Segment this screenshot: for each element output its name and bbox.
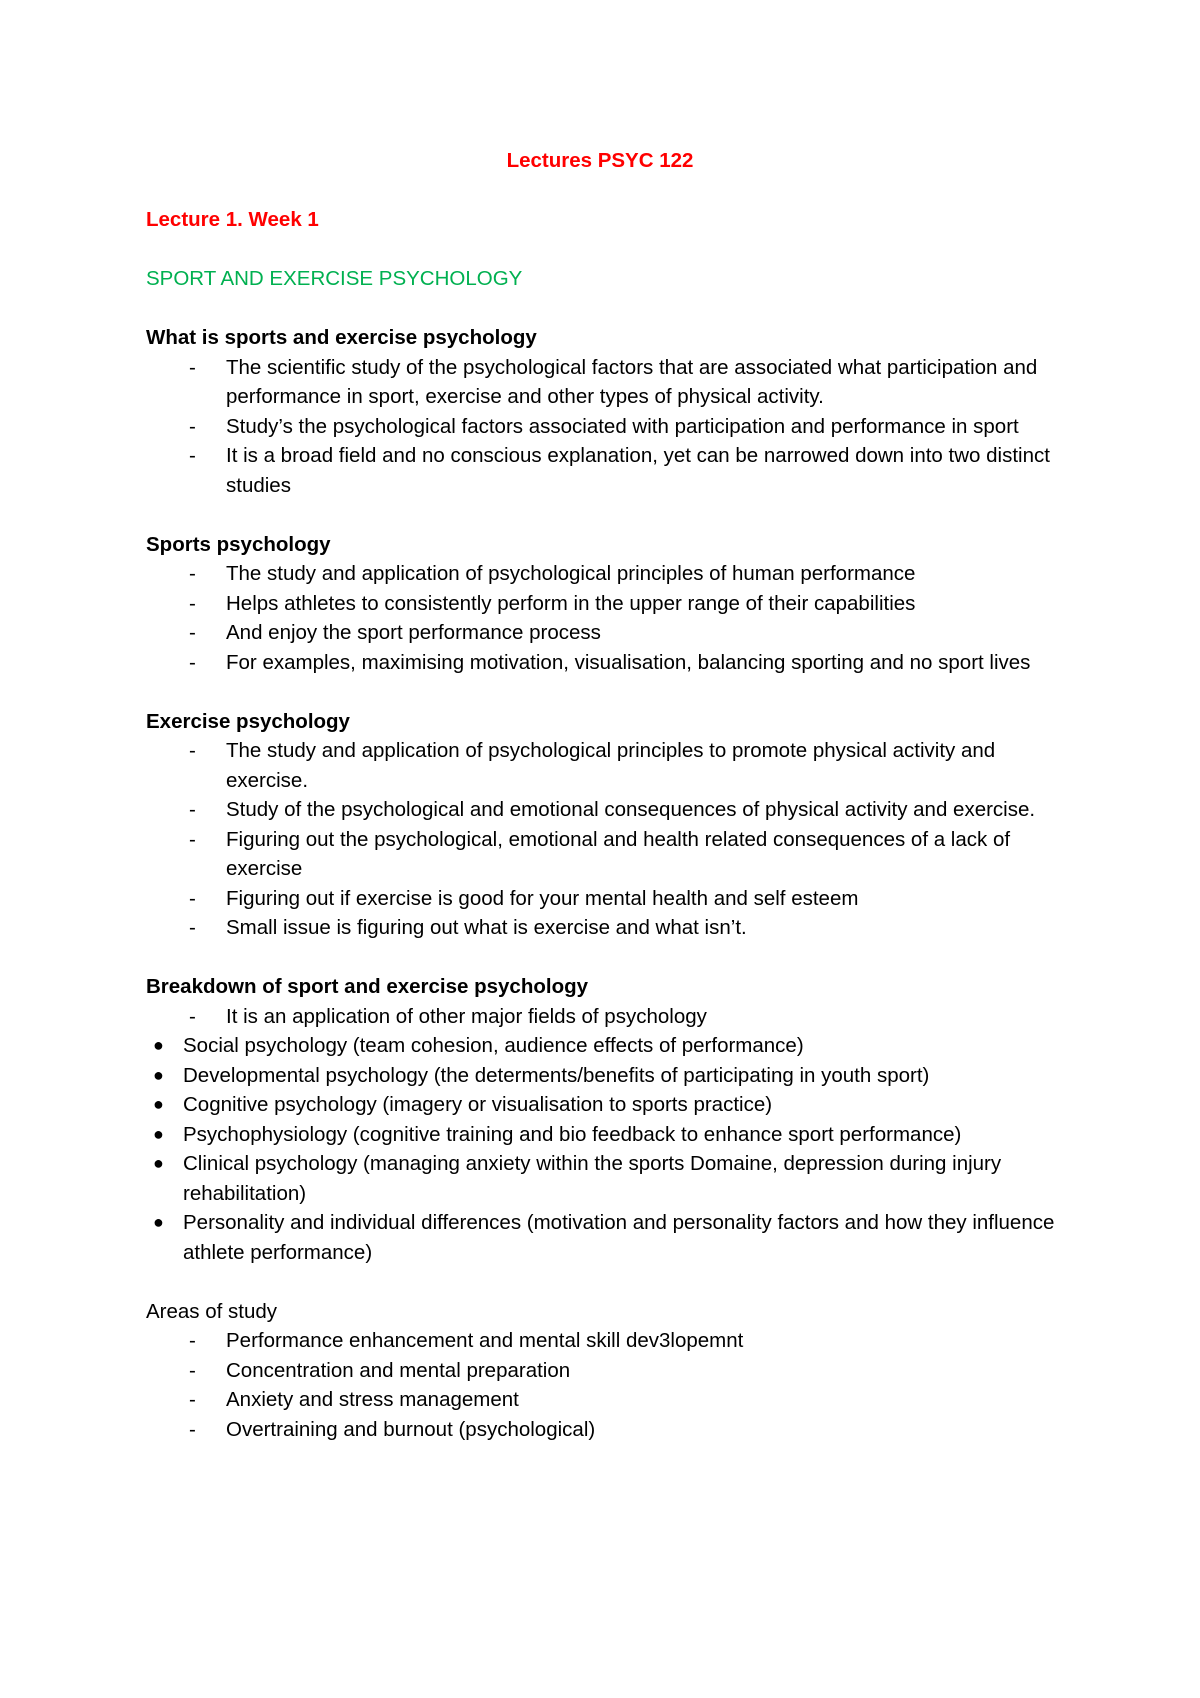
dash-marker: - [189, 1417, 196, 1441]
section-what-is [146, 323, 1080, 500]
list-item [146, 795, 1080, 825]
bullet-icon: ● [153, 1123, 164, 1144]
dash-marker: - [189, 798, 196, 821]
dash-list [146, 353, 1080, 501]
list-item [146, 441, 1080, 500]
section-heading: Exercise psychology [146, 709, 350, 733]
list-item-text: Helps athletes to consistently perform in the upper range of their capabilities [226, 591, 916, 615]
topic-heading: SPORT AND EXERCISE PSYCHOLOGY [146, 267, 523, 290]
list-item [146, 736, 1080, 795]
bullet-item-text: Cognitive psychology (imagery or visualisation to sports practice) [183, 1093, 773, 1116]
section-heading: What is sports and exercise psychology [146, 326, 537, 349]
list-item-text: Small issue is figuring out what is exercise and what isn’t. [226, 916, 747, 939]
list-item-text: Study of the psychological and emotional consequences of physical activity and exercise. [226, 798, 1036, 821]
list-item-text: Concentration and mental preparation [226, 1358, 571, 1382]
list-item [146, 1326, 1080, 1356]
dash-marker: - [189, 621, 196, 644]
list-item-text: Performance enhancement and mental skill dev3lopemnt [226, 1329, 744, 1352]
list-item-text: The study and application of psychological principles of human performance [226, 562, 916, 585]
section-heading: Areas of study [146, 1299, 278, 1323]
dash-marker: - [189, 650, 196, 674]
list-item [146, 559, 1080, 589]
dash-marker: - [189, 1329, 196, 1352]
list-item-text: It is an application of other major fields of psychology [226, 1004, 707, 1028]
list-item-text: Study’s the psychological factors associated with participation and performance in sport [226, 414, 1019, 438]
list-item-text: For examples, maximising motivation, visualisation, balancing sporting and no sport lives [226, 650, 1031, 674]
bullet-list [146, 1031, 1080, 1267]
bullet-item-text: Psychophysiology (cognitive training and bio feedback to enhance sport performance) [183, 1122, 962, 1146]
section-breakdown [146, 972, 1080, 1267]
list-item [146, 589, 1080, 619]
dash-marker: - [189, 1388, 196, 1411]
document-title: Lectures PSYC 122 [506, 149, 694, 172]
dash-marker: - [189, 1358, 196, 1382]
dash-list [146, 559, 1080, 677]
section-areas-of-study [146, 1297, 1080, 1445]
dash-marker: - [189, 414, 196, 438]
section-exercise-psychology [146, 707, 1080, 943]
list-item-text: Figuring out if exercise is good for your mental health and self esteem [226, 886, 859, 910]
bullet-item-text: Social psychology (team cohesion, audience effects of performance) [183, 1034, 804, 1057]
bullet-item-text: Developmental psychology (the determents/benefits of participating in youth sport) [183, 1063, 930, 1087]
bullet-item [146, 1120, 1080, 1150]
list-item [146, 648, 1080, 678]
dash-marker: - [189, 591, 196, 615]
list-item [146, 913, 1080, 943]
list-item-text: And enjoy the sport performance process [226, 621, 601, 644]
dash-list [146, 736, 1080, 943]
dash-list [146, 1002, 1080, 1032]
section-heading: Breakdown of sport and exercise psychology [146, 975, 589, 998]
lecture-heading: Lecture 1. Week 1 [146, 208, 319, 231]
list-item-text: The study and application of psychological principles to promote physical activity and exercise. [226, 739, 996, 792]
list-item [146, 825, 1080, 884]
section-heading: Sports psychology [146, 532, 331, 556]
list-item [146, 1002, 1080, 1032]
dash-marker: - [189, 827, 196, 851]
section-sports-psychology [146, 530, 1080, 678]
list-item-text: The scientific study of the psychological factors that are associated what participation and performance in sport, exercise and other types of physical activity. [226, 355, 1038, 408]
list-item [146, 1385, 1080, 1415]
bullet-icon: ● [153, 1064, 164, 1085]
list-item [146, 884, 1080, 914]
list-item-text: It is a broad field and no conscious explanation, yet can be narrowed down into two distinct studies [226, 444, 1050, 497]
bullet-item [146, 1031, 1080, 1061]
list-item [146, 353, 1080, 412]
bullet-item [146, 1061, 1080, 1091]
bullet-icon: ● [153, 1212, 164, 1232]
bullet-item [146, 1208, 1080, 1267]
dash-marker: - [189, 355, 196, 379]
list-item-text: Anxiety and stress management [226, 1388, 519, 1411]
dash-list [146, 1326, 1080, 1444]
dash-marker: - [189, 1004, 196, 1028]
bullet-icon: ● [153, 1035, 164, 1055]
list-item [146, 1415, 1080, 1445]
dash-marker: - [189, 739, 196, 762]
bullet-icon: ● [153, 1153, 164, 1173]
bullet-item-text: Personality and individual differences (motivation and personality factors and how they influence athlete performance) [183, 1211, 1055, 1264]
bullet-item [146, 1149, 1080, 1208]
dash-marker: - [189, 886, 196, 910]
bullet-item-text: Clinical psychology (managing anxiety within the sports Domaine, depression during injury rehabilitation) [183, 1152, 1002, 1205]
list-item [146, 1356, 1080, 1386]
dash-marker: - [189, 916, 196, 939]
dash-marker: - [189, 444, 196, 467]
list-item-text: Figuring out the psychological, emotional and health related consequences of a lack of exercise [226, 827, 1011, 880]
list-item [146, 618, 1080, 648]
list-item [146, 412, 1080, 442]
dash-marker: - [189, 562, 196, 585]
bullet-item [146, 1090, 1080, 1120]
list-item-text: Overtraining and burnout (psychological) [226, 1417, 596, 1441]
bullet-icon: ● [153, 1094, 164, 1114]
